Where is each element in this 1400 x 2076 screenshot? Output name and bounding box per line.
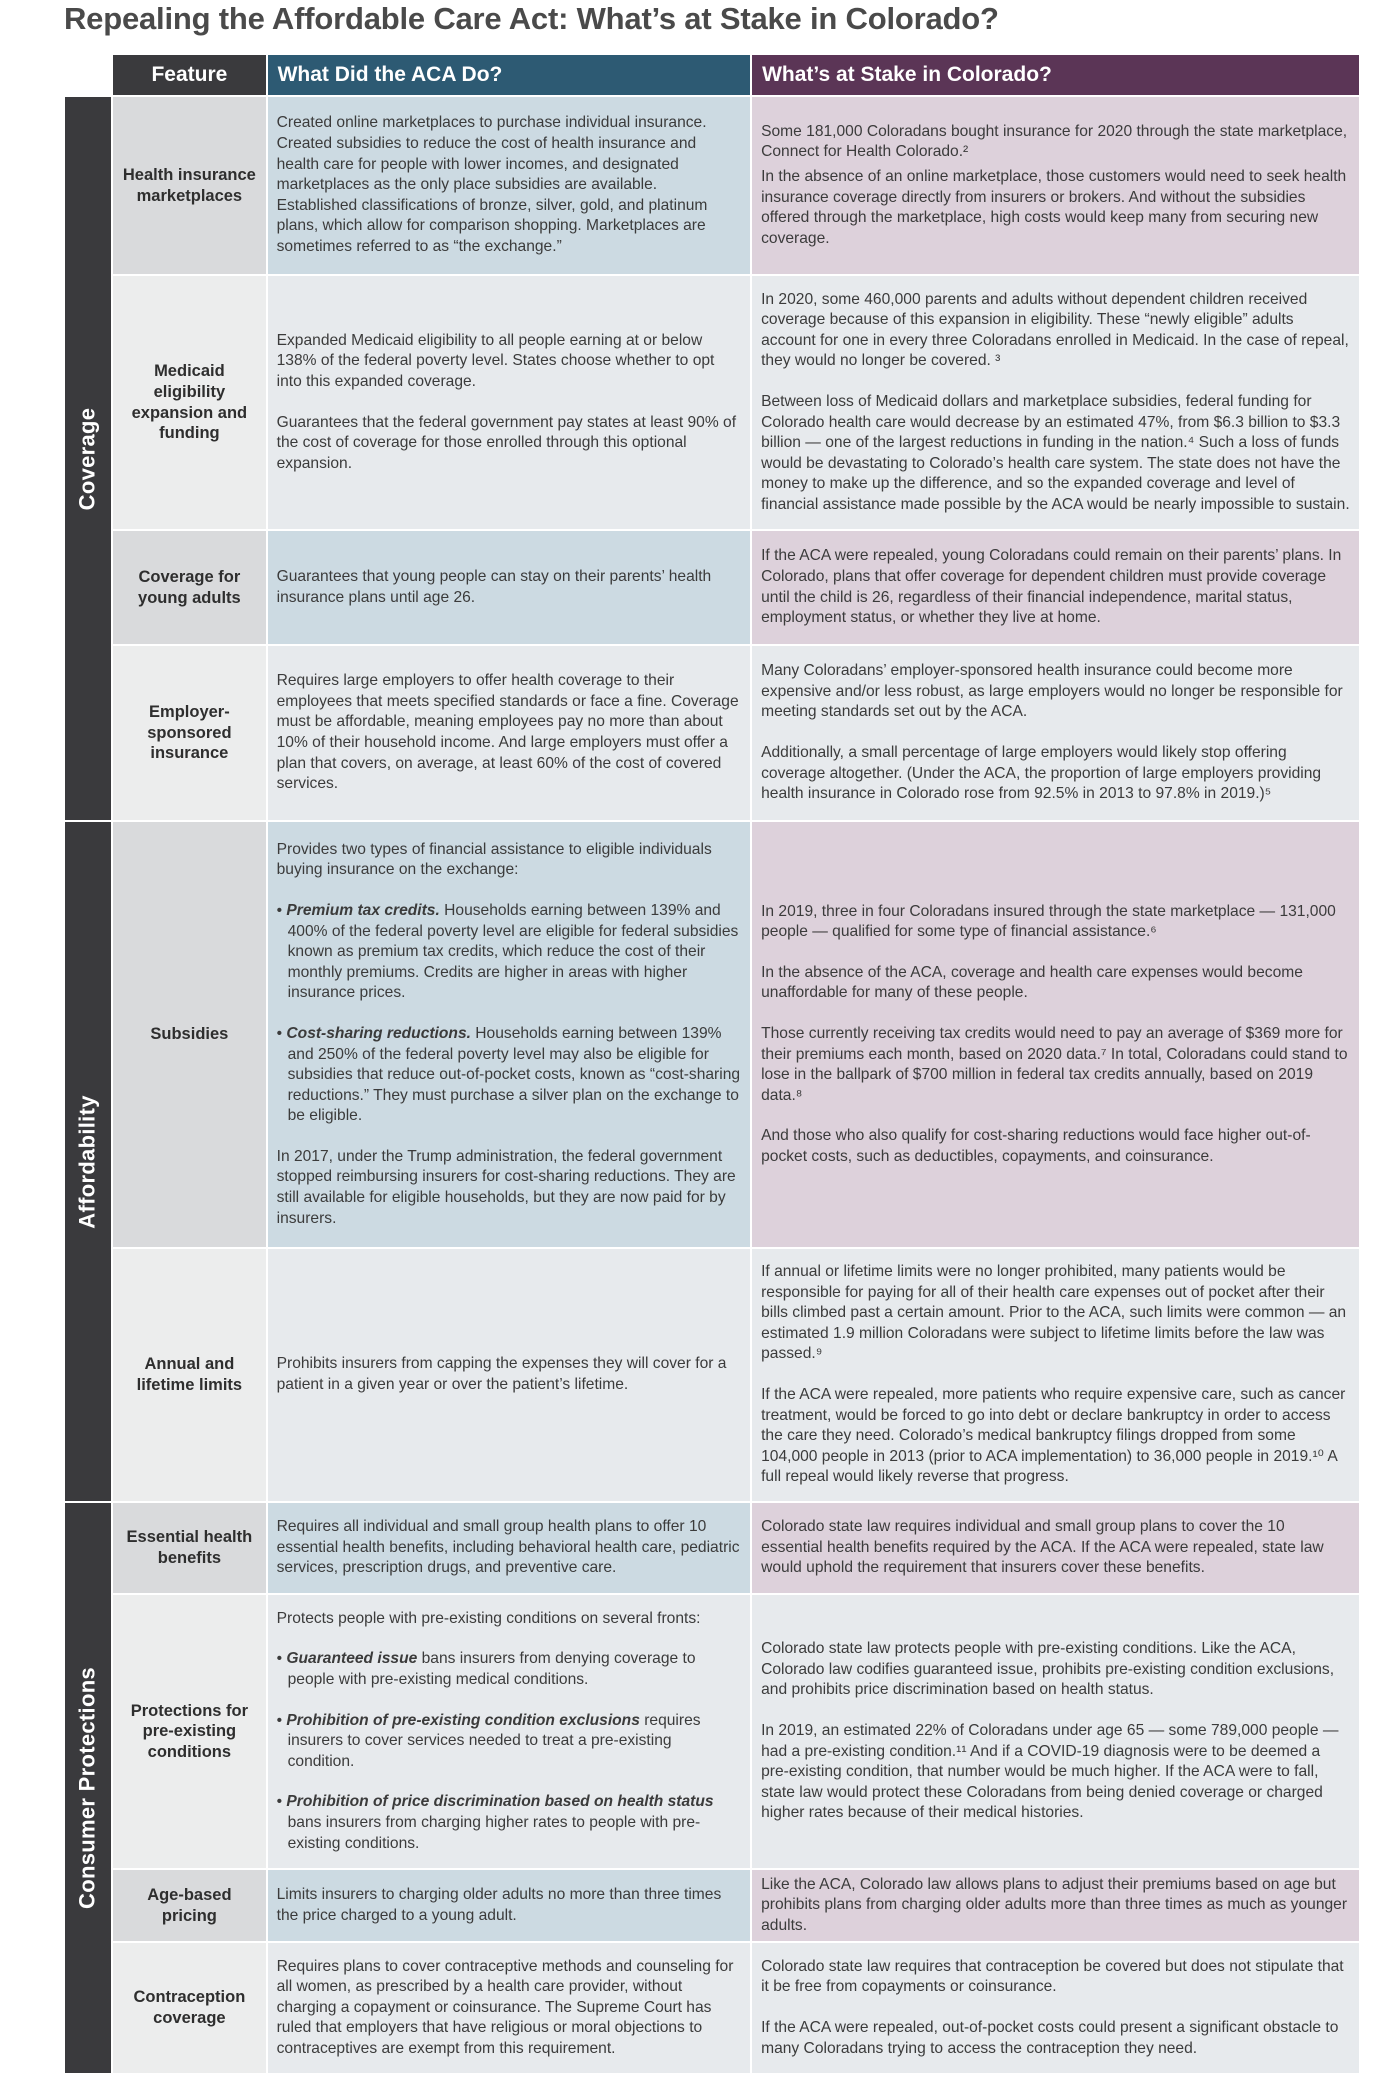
colorado-text: In 2020, some 460,000 parents and adults without dependent children received coverage because of this expansion in eligibility. These “newly eligible” adults account for one in every three Coloradans enrolled in Medicaid. In the case of repeal, they would no longer be covered. ³	[761, 290, 1349, 370]
bullet-term: Cost-sharing reductions.	[286, 1024, 471, 1042]
header-spacer	[65, 55, 111, 95]
aca-cell	[268, 822, 750, 1247]
aca-cell	[268, 1503, 750, 1593]
header-aca: What Did the ACA Do?	[268, 55, 750, 95]
bullet-text: bans insurers from denying coverage to people with pre-existing medical conditions.	[287, 1650, 696, 1689]
aca-cell	[268, 97, 750, 274]
colorado-text: Colorado state law protects people with pre-existing conditions. Like the ACA, Colorado law codifies guaranteed issue, prohibits pre-existing condition exclusions, and prohibits price discrimination based on health status.	[761, 1640, 1335, 1699]
feature-cell: Protections for pre-existing conditions	[113, 1595, 265, 1868]
feature-cell: Medicaid eligibility expansion and funding	[113, 276, 265, 529]
feature-cell: Subsidies	[113, 822, 265, 1247]
aca-text: Provides two types of financial assistance to eligible individuals buying insurance on the exchange:	[276, 840, 712, 879]
aca-cell	[268, 1249, 750, 1501]
bullet-term: Prohibition of pre-existing condition exclusions	[286, 1711, 640, 1729]
table-row	[65, 1503, 1359, 1593]
feature-cell: Health insurance marketplaces	[113, 97, 265, 274]
colorado-text: Those currently receiving tax credits would need to pay an average of $369 more for their premiums each month, based on 2020 data.⁷ In total, Coloradans could stand to lose in the ballpark of $700 million in federal tax credits annually, based on 2019 data.⁸	[761, 1024, 1348, 1104]
aca-text: Requires large employers to offer health coverage to their employees that meets specified standards or face a fine. Coverage must be affordable, meaning employees pay no more than about 10% of their household income. And large employers must offer a plan that covers, on average, at least 60% of the cost of covered services.	[276, 672, 739, 793]
colorado-cell	[752, 822, 1359, 1247]
aca-bullet: • Cost-sharing reductions. Households earning between 139% and 250% of the federal poverty level may also be eligible for subsidies that reduce out-of-pocket costs, known as “cost-sharing reductions.” They must purchase a silver plan on the exchange to be eligible.	[276, 1024, 741, 1125]
colorado-cell	[752, 646, 1359, 820]
aca-cell	[268, 1943, 750, 2073]
aca-cell	[268, 1595, 750, 1868]
aca-cell	[268, 531, 750, 644]
bullet-term: Guaranteed issue	[286, 1650, 418, 1668]
colorado-cell	[752, 97, 1359, 274]
section-coverage	[65, 97, 111, 820]
feature-cell: Annual and lifetime limits	[113, 1249, 265, 1501]
aca-bullet: • Guaranteed issue bans insurers from denying coverage to people with pre-existing medical conditions.	[276, 1650, 696, 1689]
section-consumer-protections	[65, 1503, 111, 2073]
table-row	[65, 822, 1359, 1247]
aca-text: Protects people with pre-existing conditions on several fronts:	[276, 1609, 701, 1627]
table-row	[65, 646, 1359, 820]
colorado-cell	[752, 276, 1359, 529]
bullet-text: Households earning between 139% and 250% of the federal poverty level may also be eligible for subsidies that reduce out-of-pocket costs, known as “cost-sharing reductions.” They must purchase a silver plan on the exchange to be eligible.	[287, 1024, 741, 1125]
bullet-text: Households earning between 139% and 400% of the federal poverty level are eligible for federal subsidies known as premium tax credits, which reduce the cost of their monthly premiums. Credits are higher in areas with higher insurance prices.	[287, 901, 739, 1002]
section-label: Coverage	[74, 407, 100, 510]
aca-text: Created online marketplaces to purchase individual insurance. Created subsidies to reduce the cost of health insurance and health care for people with lower incomes, and designated marketplaces as the only place subsidies are available. Established classifications of bronze, silver, gold, and platinum plans, which allow for comparison shopping. Marketplaces are sometimes referred to as “the exchange.”	[276, 114, 708, 255]
bullet-term: Prohibition of price discrimination based on health status	[286, 1793, 714, 1811]
aca-bullet: • Prohibition of price discrimination based on health status bans insurers from charging higher rates to people with pre-existing conditions.	[276, 1793, 714, 1852]
colorado-text: In the absence of the ACA, coverage and health care expenses would become unaffordable for many of these people.	[761, 963, 1303, 1002]
colorado-text: In the absence of an online marketplace, those customers would need to seek health insurance coverage directly from insurers or brokers. And without the subsidies offered through the marketplace, high costs would keep many from securing new coverage.	[761, 167, 1347, 247]
aca-text: Guarantees that the federal government pay states at least 90% of the cost of coverage for those enrolled through this optional expansion.	[276, 413, 737, 472]
colorado-text: If the ACA were repealed, out-of-pocket costs could present a significant obstacle to many Coloradans trying to access the contraception they need.	[761, 2019, 1339, 2057]
colorado-text: Like the ACA, Colorado law allows plans to adjust their premiums based on age but prohibits plans from charging older adults more than three times as much as younger adults.	[761, 1875, 1348, 1934]
aca-cell	[268, 1870, 750, 1941]
feature-cell: Employer-sponsored insurance	[113, 646, 265, 820]
colorado-text: Some 181,000 Coloradans bought insurance for 2020 through the state marketplace, Connect for Health Colorado.²	[761, 122, 1348, 161]
colorado-text: Many Coloradans’ employer-sponsored health insurance could become more expensive and/or less robust, as large employers would no longer be responsible for meeting standards set out by the ACA.	[761, 662, 1343, 721]
colorado-text: If annual or lifetime limits were no longer prohibited, many patients would be responsible for paying for all of their health care expenses out of pocket after their bills climbed past a certain amount. Prior to the ACA, such limits were common — an estimated 1.9 million Coloradans were subject to lifetime limits before the law was passed.⁹	[761, 1263, 1347, 1363]
aca-cell	[268, 276, 750, 529]
table-row	[65, 1943, 1359, 2073]
header-feature: Feature	[113, 55, 265, 95]
feature-cell: Contraception coverage	[113, 1943, 265, 2073]
colorado-text: If the ACA were repealed, more patients who require expensive care, such as cancer treatment, would be forced to go into debt or declare bankruptcy in order to access the care they need. Colorado’s medical bankruptcy filings dropped from some 104,000 people in 2013 (prior to ACA implementation) to 36,000 people in 2019.¹⁰ A full repeal would likely reverse that progress.	[761, 1386, 1346, 1486]
aca-text: In 2017, under the Trump administration, the federal government stopped reimbursing insurers for cost-sharing reductions. They are still available for eligible households, but they are now paid for by insurers.	[276, 1147, 736, 1227]
bullet-term: Premium tax credits.	[286, 901, 440, 919]
colorado-text: In 2019, three in four Coloradans insured through the state marketplace — 131,000 people — qualified for some type of financial assistance.⁶	[761, 902, 1336, 941]
colorado-cell	[752, 1503, 1359, 1593]
colorado-cell	[752, 1249, 1359, 1501]
colorado-text: And those who also qualify for cost-sharing reductions would face higher out-of-pocket costs, such as deductibles, copayments, and coinsurance.	[761, 1127, 1311, 1165]
table-row	[65, 1249, 1359, 1501]
aca-text: Expanded Medicaid eligibility to all people earning at or below 138% of the federal poverty level. States choose whether to opt into this expanded coverage.	[276, 331, 715, 390]
table-row	[65, 531, 1359, 644]
table-row	[65, 97, 1359, 274]
colorado-text: Colorado state law requires individual and small group plans to cover the 10 essential health benefits required by the ACA. If the ACA were repealed, state law would uphold the requirement that insurers cover these benefits.	[761, 1518, 1324, 1577]
page-title: Repealing the Affordable Care Act: What’s at Stake in Colorado?	[64, 1, 999, 36]
feature-cell: Coverage for young adults	[113, 531, 265, 644]
aca-bullet: • Prohibition of pre-existing condition exclusions requires insurers to cover services needed to treat a pre-existing condition.	[276, 1711, 701, 1770]
aca-text: Requires all individual and small group health plans to offer 10 essential health benefits, including behavioral health care, pediatric services, prescription drugs, and preventive care.	[276, 1518, 740, 1577]
feature-cell: Essential health benefits	[113, 1503, 265, 1593]
bullet-text: requires insurers to cover services needed to treat a pre-existing condition.	[287, 1711, 701, 1770]
section-label: Consumer Protections	[74, 1667, 100, 1909]
colorado-text: Between loss of Medicaid dollars and marketplace subsidies, federal funding for Colorado health care would decrease by an estimated 47%, from $6.3 billion to $3.3 billion — one of the largest reductions in funding in the nation.⁴ Such a loss of funds would be devastating to Colorado’s health care system. The state does not have the money to make up the difference, and so the expanded coverage and level of financial assistance made possible by the ACA would be nearly impossible to sustain.	[761, 392, 1350, 513]
table-row	[65, 276, 1359, 529]
aca-bullet: • Premium tax credits. Households earning between 139% and 400% of the federal poverty level are eligible for federal subsidies known as premium tax credits, which reduce the cost of their monthly premiums. Credits are higher in areas with higher insurance prices.	[276, 901, 739, 1002]
aca-text: Requires plans to cover contraceptive methods and counseling for all women, as prescribed by a health care provider, without charging a copayment or coinsurance. The Supreme Court has ruled that employers that have religious or moral objections to contraceptives are exempt from this requirement.	[276, 1957, 734, 2057]
table-header-row	[65, 55, 1359, 95]
section-affordability	[65, 822, 111, 1501]
header-colorado: What’s at Stake in Colorado?	[752, 55, 1359, 95]
colorado-cell	[752, 1943, 1359, 2073]
colorado-cell	[752, 1595, 1359, 1868]
table-row	[65, 1870, 1359, 1941]
colorado-text: Additionally, a small percentage of large employers would likely stop offering coverage altogether. (Under the ACA, the proportion of large employers providing health insurance in Colorado rose from 92.5% in 2013 to 97.8% in 2019.)⁵	[761, 744, 1322, 803]
colorado-cell	[752, 1870, 1359, 1941]
aca-text: Limits insurers to charging older adults no more than three times the price charged to a young adult.	[276, 1885, 722, 1924]
colorado-cell	[752, 531, 1359, 644]
colorado-text: In 2019, an estimated 22% of Coloradans under age 65 — some 789,000 people — had a pre-existing condition.¹¹ And if a COVID-19 diagnosis were to be deemed a pre-existing condition, that number would be much higher. If the ACA were to fall, state law would protect these Coloradans from being denied coverage or charged higher rates because of their medical histories.	[761, 1721, 1339, 1822]
feature-cell: Age-based pricing	[113, 1870, 265, 1941]
table-row	[65, 1595, 1359, 1868]
aca-text: Prohibits insurers from capping the expenses they will cover for a patient in a given year or over the patient’s lifetime.	[276, 1355, 727, 1393]
aca-cell	[268, 646, 750, 820]
aca-text: Guarantees that young people can stay on their parents’ health insurance plans until age 26.	[276, 567, 712, 606]
colorado-text: If the ACA were repealed, young Coloradans could remain on their parents’ plans. In Colorado, plans that offer coverage for dependent children must provide coverage until the child is 26, regardless of their financial independence, marital status, employment status, or whether they live at home.	[761, 547, 1342, 627]
section-label: Affordability	[74, 1094, 100, 1229]
colorado-text: Colorado state law requires that contraception be covered but does not stipulate that it be free from copayments or coinsurance.	[761, 1957, 1344, 1996]
aca-comparison-table	[63, 53, 1361, 2075]
bullet-text: bans insurers from charging higher rates to people with pre-existing conditions.	[287, 1813, 701, 1852]
